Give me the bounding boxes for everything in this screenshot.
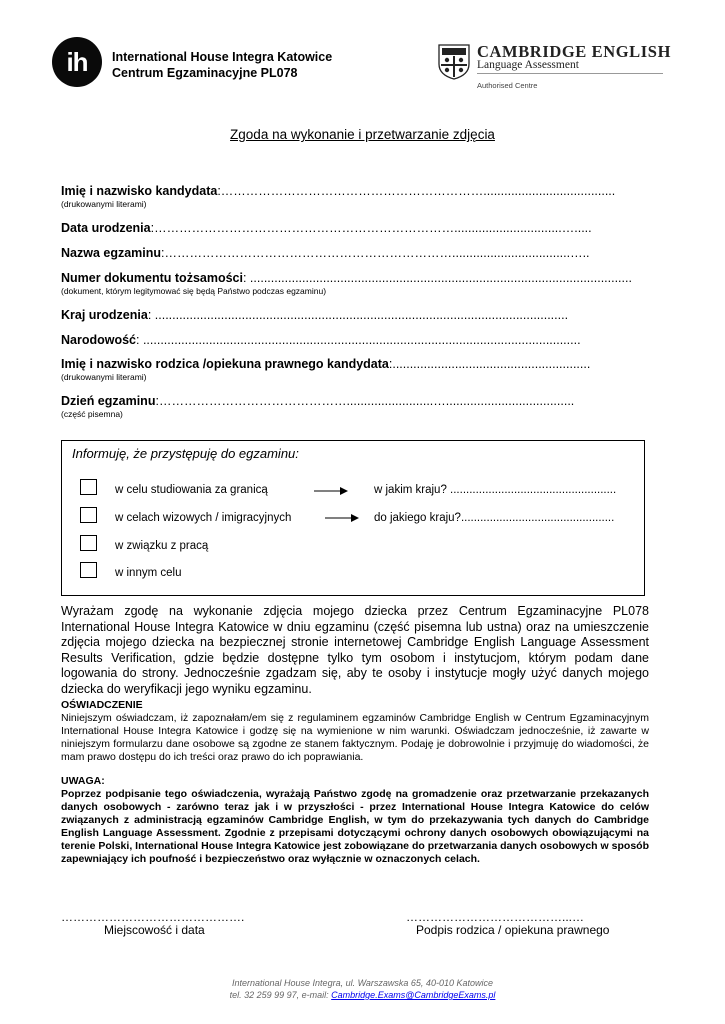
checkbox-visa[interactable] (80, 507, 97, 523)
footer-address: International House Integra, ul. Warszawska 65, 40-010 Katowice (232, 978, 493, 988)
field-exam-name[interactable] (61, 246, 590, 260)
field-dots: : .............................................................................................................................. (136, 333, 581, 347)
footer-contact (0, 990, 725, 1000)
document-title: Zgoda na wykonanie i przetwarzanie zdjęcia (230, 127, 495, 142)
field-label: Data urodzenia (61, 221, 151, 235)
consent-paragraph: Wyrażam zgodę na wykonanie zdjęcia mojego dziecka przez Centrum Egzaminacyjne PL078 International House Integra Katowice w dniu egzaminu (część pisemna lub ustna) oraz na umieszczenie zdjęcia mojego dziecka na bezpiecznej stronie internetowej Cambridge English Language Assessment Results Verification, gdzie będzie dostępne tylko tym osobom i instytucjom, którym podam dane logowania do strony. Jednocześnie zgadzam się, aby te osoby i instytucje mogły użyć danych mojego dziecka do weryfikacji jego wyniku egzaminu. (61, 604, 649, 696)
warning-heading: UWAGA: (61, 775, 105, 787)
org-center: Centrum Egzaminacyjne PL078 (112, 65, 298, 80)
footer-contact-prefix: tel. 32 259 99 97, e-mail: (229, 990, 332, 1000)
checkbox-work[interactable] (80, 535, 97, 551)
field-dots: :……………………………………………………………..................................….. (161, 246, 590, 260)
field-label: Dzień egzaminu (61, 394, 156, 408)
checkbox-other[interactable] (80, 562, 97, 578)
field-dots: :………………………………………………………………...............................…..... (150, 221, 592, 235)
cambridge-divider (477, 73, 663, 74)
field-exam-day[interactable] (61, 394, 574, 408)
footer-email-link[interactable]: Cambridge.Exams@CambridgeExams.pl (331, 990, 496, 1000)
place-date-label: Miejscowość i data (104, 923, 205, 937)
option-label: w celu studiowania za granicą (115, 484, 268, 496)
field-birth-country[interactable] (61, 308, 568, 322)
organization-block (112, 50, 332, 81)
purpose-title: Informuję, że przystępuję do egzaminu: (72, 446, 299, 461)
field-birth-date[interactable] (61, 221, 592, 235)
field-candidate-name[interactable] (61, 184, 615, 198)
field-label: Nazwa egzaminu (61, 246, 162, 260)
warning-text: Poprzez podpisanie tego oświadczenia, wyrażają Państwo zgodę na gromadzenie oraz przetwarzanie przekazanych danych osobowych - zarówno teraz jak i w przyszłości - przez International House Integra Katowice do celów związanych z administracją egzaminów Cambridge English, w tym do przekazywania tych danych do Cambridge English Language Assessment. Zgodnie z przepisami dotyczącymi ochrony danych osobowych obowiązującymi na terenie Polski, International House Integra Katowice jest zobowiązane do przetwarzania danych osobowych w sposób zapewniający ich poufność i bezpieczeństwo oraz wyłącznie w oznaczonych celach. (61, 788, 649, 865)
field-dots: : .............................................................................................................. (242, 271, 632, 285)
field-hint: (część pisemna) (61, 409, 123, 419)
field-dots: : ....................................................................................................................... (147, 308, 569, 322)
field-hint: (drukowanymi literami) (61, 199, 147, 209)
field-label: Numer dokumentu tożsamości (61, 271, 243, 285)
cambridge-title: CAMBRIDGE ENGLISH (477, 42, 672, 61)
signature-line[interactable]: …………………………………...… (406, 910, 585, 924)
ih-logo: ih (52, 37, 102, 87)
field-dots: :………………………………………………………...................................... (217, 184, 616, 198)
option-label: w związku z pracą (115, 540, 209, 552)
org-name: International House Integra Katowice (112, 50, 333, 64)
statement-text: Niniejszym oświadczam, iż zapoznałam/em się z regulaminem egzaminów Cambridge English w Centrum Egzaminacyjnym International House Integra Katowice i godzę się na wymienione w nim warunki. Oświadczam jednocześnie, iż zawarte w niniejszym formularzu dane osobowe są zgodne ze stanem faktycznym. Podaję je dobrowolnie i przyjmuję do wiadomości, że mam prawo dostępu do ich treści oraz prawo do ich poprawiania. (61, 712, 649, 763)
checkbox-study-abroad[interactable] (80, 479, 97, 495)
place-date-line[interactable]: ………………………………………. (61, 910, 245, 924)
option-label: w innym celu (115, 567, 182, 579)
field-label: Narodowość (61, 333, 137, 347)
field-dots: :......................................................... (388, 357, 591, 371)
field-label: Imię i nazwisko rodzica /opiekuna prawnego kandydata (61, 357, 389, 371)
field-nationality[interactable] (61, 333, 581, 347)
field-id-number[interactable] (61, 271, 632, 285)
option-label: w celach wizowych / imigracyjnych (115, 512, 292, 524)
signature-label: Podpis rodzica / opiekuna prawnego (416, 923, 610, 937)
option-question[interactable]: w jakim kraju? .................................................... (374, 484, 617, 496)
field-label: Imię i nazwisko kandydata (61, 184, 218, 198)
cambridge-crest-icon (438, 44, 470, 80)
arrow-right-icon (314, 486, 348, 496)
option-question[interactable]: do jakiego kraju?................................................ (374, 512, 615, 524)
field-hint: (drukowanymi literami) (61, 372, 147, 382)
cambridge-subtitle: Language Assessment (477, 59, 579, 71)
field-dots: :……………………………………….........................…..................................... (155, 394, 575, 408)
field-guardian-name[interactable] (61, 357, 590, 371)
arrow-right-icon (325, 513, 359, 523)
field-hint: (dokument, którym legitymować się będą Państwo podczas egzaminu) (61, 286, 327, 296)
authorised-centre: Authorised Centre (477, 81, 538, 90)
statement-heading: OŚWIADCZENIE (61, 699, 143, 711)
field-label: Kraj urodzenia (61, 308, 148, 322)
